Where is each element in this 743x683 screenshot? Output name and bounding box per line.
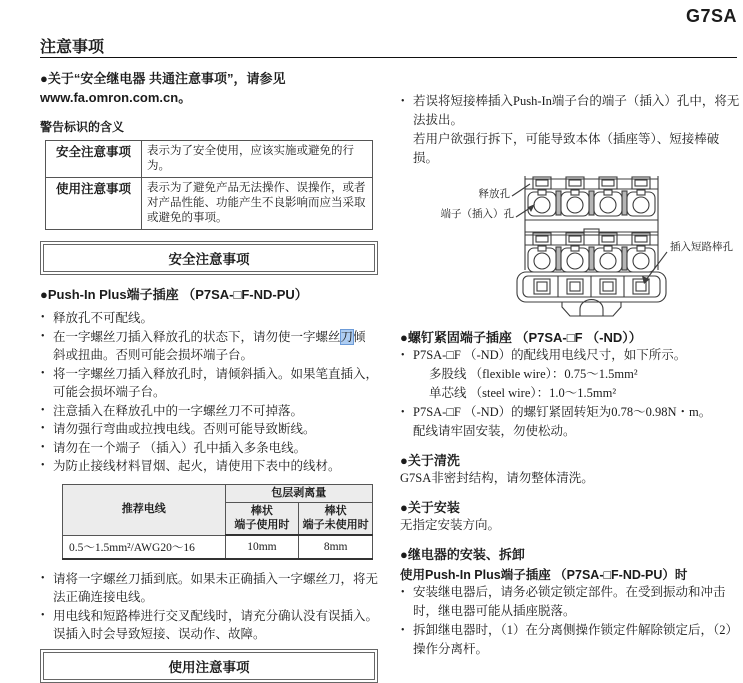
pushin-socket-heading: ●Push-In Plus端子插座 （P7SA-□F-ND-PU） xyxy=(40,287,308,302)
table-row xyxy=(63,484,373,503)
short-bar-module xyxy=(517,272,666,302)
mounting-body: 无指定安装方向。 xyxy=(400,518,501,532)
list-item: • 请勿在一个端子 （插入）孔中插入多条电线。 xyxy=(40,439,378,458)
list-item: • 用电线和短路棒进行交叉配线时，请充分确认没有误插入。误插入时会导致短接、误动作、故障。 xyxy=(40,607,378,644)
relay-mount-subheading: 使用Push-In Plus端子插座 （P7SA-□F-ND-PU）时 xyxy=(400,568,688,582)
terminal-hole-label: 端子（插入）孔 xyxy=(440,209,514,220)
screw-socket-heading: ●螺钉紧固端子插座 （P7SA-□F （-ND）） xyxy=(400,330,642,345)
list-item: • 将一字螺丝刀插入释放孔时，请倾斜插入。如果笔直插入，可能会损坏端子台。 xyxy=(40,365,378,402)
strip-length-header-cell: 包层剥离量 xyxy=(225,484,372,503)
list-item: • 请勿强行弯曲或拉拽电线。否则可能导致断线。 xyxy=(40,420,378,439)
list-item: • 拆卸继电器时，（1）在分离侧操作锁定件解除锁定后，（2）操作分离杆。 xyxy=(400,621,740,659)
warning-desc-cell: 表示为了避免产品无法操作、误操作，或者对产品性能、功能产生不良影响而应当采取或避免的事项。 xyxy=(142,178,373,230)
bullet-text-prefix: 在一字螺丝刀插入释放孔的状态下，请勿使一字螺丝 xyxy=(53,329,341,344)
usage-precautions-box-title: 使用注意事项 xyxy=(43,652,375,680)
cleaning-heading: ●关于清洗 xyxy=(400,453,460,468)
warning-desc-cell: 表示为了安全使用，应该实施或避免的行为。 xyxy=(142,141,373,178)
relay-mount-heading: ●继电器的安装、拆卸 xyxy=(400,547,525,562)
list-item: • 安装继电器后，请务必锁定锁定部件。在受到振动和冲击时，继电器可能从插座脱落。 xyxy=(400,583,740,621)
warning-labels-table xyxy=(45,140,373,230)
list-item: • 释放孔不可配线。 xyxy=(40,309,378,328)
short-bar-warning xyxy=(400,92,740,168)
cleaning-body: G7SA非密封结构，请勿整体清洗。 xyxy=(400,471,594,485)
bullet-text-suffix: 倾斜或扭曲。否则可能会损坏端子台。 xyxy=(53,329,366,362)
cleaning-section xyxy=(400,450,740,488)
warning-term-cell: 使用注意事项 xyxy=(46,178,142,230)
table-row xyxy=(63,535,373,559)
table-row xyxy=(46,141,373,178)
left-column xyxy=(40,60,378,683)
page-title: 注意事项 xyxy=(40,39,105,56)
table-row xyxy=(46,178,373,230)
recommended-wire-header-cell: 推荐电线 xyxy=(63,484,226,535)
safety-bullet-list xyxy=(40,309,378,476)
list-item-with-search-highlight xyxy=(40,328,378,365)
header-line: 棒状 xyxy=(250,505,273,517)
safety-bullet-list-2 xyxy=(40,570,378,644)
bullet-paragraph: • 若误将短接棒插入Push-In端子台的端子（插入）孔中，将无法拔出。 xyxy=(400,92,740,130)
release-hole-label: 释放孔 xyxy=(478,189,510,200)
short-bar-hole-label: 插入短路棒孔 xyxy=(670,242,733,253)
list-item: • P7SA-□F （-ND）的配线用电线尺寸，如下所示。 xyxy=(400,346,740,365)
flexible-wire-spec: 多股线 （flexible wire）：0.75～1.5mm² xyxy=(429,367,638,381)
terminal-socket-diagram xyxy=(400,176,740,318)
mounting-section xyxy=(400,497,740,535)
header-line: 端子使用时 xyxy=(234,518,290,531)
search-highlight: 刀 xyxy=(340,329,354,344)
list-item: • 请将一字螺丝刀插到底。如果未正确插入一字螺丝刀，将无法正确连接电线。 xyxy=(40,570,378,607)
wire-spec-cell: 0.5～1.5mm²/AWG20～16 xyxy=(63,535,226,559)
mounting-heading: ●关于安装 xyxy=(400,500,460,515)
socket-body xyxy=(512,176,667,316)
header-line: 棒状 xyxy=(324,505,347,517)
safety-precautions-box xyxy=(40,241,378,275)
recommended-wire-table xyxy=(62,484,373,560)
list-item: • P7SA-□F （-ND）的螺钉紧固转矩为0.78～0.98N・m。 xyxy=(400,403,740,422)
strip-length-unused-cell: 8mm xyxy=(299,535,373,559)
safety-precautions-box-title: 安全注意事项 xyxy=(43,244,375,272)
ferrule-used-header-cell xyxy=(225,503,299,536)
title-rule xyxy=(40,57,737,58)
header-line: 端子未使用时 xyxy=(302,518,369,531)
continuation-line: 配线请牢固安装，勿使松动。 xyxy=(413,424,576,438)
reference-note: ●关于“安全继电器 共通注意事项”，请参见www.fa.omron.com.cn。 xyxy=(40,71,286,105)
right-column xyxy=(400,60,740,659)
relay-bullet-list xyxy=(400,583,740,659)
strip-length-used-cell: 10mm xyxy=(225,535,299,559)
solid-wire-spec: 单芯线 （steel wire）：1.0～1.5mm² xyxy=(429,386,617,400)
ferrule-unused-header-cell xyxy=(299,503,373,536)
list-item: • 为防止接线材料冒烟、起火，请使用下表中的线材。 xyxy=(40,457,378,476)
relay-mount-section xyxy=(400,544,740,659)
usage-precautions-box xyxy=(40,649,378,683)
screw-terminal-section xyxy=(400,327,740,441)
warning-labels-title: 警告标识的含义 xyxy=(40,120,125,134)
list-item: • 注意插入在释放孔中的一字螺丝刀不可掉落。 xyxy=(40,402,378,421)
warning-term-cell: 安全注意事项 xyxy=(46,141,142,178)
product-model: G7SA xyxy=(685,6,737,26)
continuation-paragraph: 若用户欲强行拆下，可能导致本体（插座等）、短接棒破损。 xyxy=(413,132,720,165)
